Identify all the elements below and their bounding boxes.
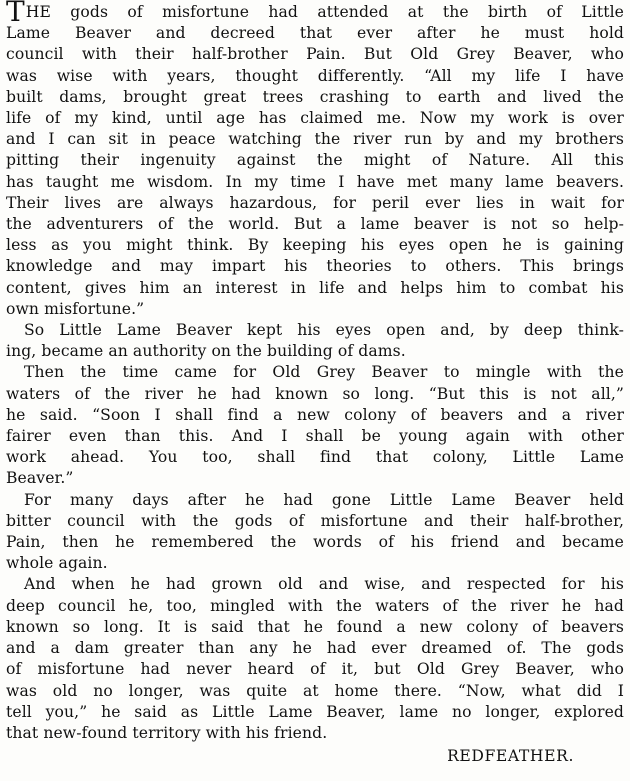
text-line: tell you,” he said as Little Lame Beaver, lame no longer, explored — [6, 702, 624, 721]
text-line: life of my kind, until age has claimed me. Now my work is over — [6, 109, 624, 128]
text-line: and a dam greater than any he had ever dreamed of. The gods — [6, 639, 624, 658]
paragraph — [6, 362, 624, 489]
text-line: pitting their ingenuity against the might of Nature. All this — [6, 151, 624, 170]
text-line: less as you might think. By keeping his eyes open he is gaining — [6, 236, 624, 255]
drop-cap: T — [6, 0, 25, 28]
paragraph — [6, 2, 624, 320]
paragraph — [6, 320, 624, 362]
text-line: Their lives are always hazardous, for peril ever lies in wait for — [6, 193, 624, 212]
text-line: content, gives him an interest in life and helps him to combat his — [6, 278, 624, 297]
paragraph — [6, 574, 624, 744]
story-body — [6, 2, 624, 767]
text-line: and I can sit in peace watching the river run by and my brothers — [6, 130, 624, 149]
text-line: own misfortune.” — [6, 299, 145, 318]
text-line: waters of the river he had known so long. “But this is not all,” — [6, 384, 624, 403]
text-line: Then the time came for Old Grey Beaver to mingle with the — [24, 363, 624, 382]
author-signature: REDFEATHER. — [447, 747, 574, 766]
text-line: knowledge and may impart his theories to others. This brings — [6, 257, 624, 276]
text-line: And when he had grown old and wise, and respected for his — [24, 575, 624, 594]
text-line: was old no longer, was quite at home there. “Now, what did I — [6, 681, 624, 700]
text-line: bitter council with the gods of misfortune and their half-brother, — [6, 511, 624, 530]
text-line-rest: HE gods of misfortune had attended at the birth of Little — [25, 3, 624, 21]
text-line: ing, became an authority on the building of dams. — [6, 342, 406, 361]
text-line: of misfortune had never heard of it, but Old Grey Beaver, who — [6, 660, 624, 679]
text-line: Pain, then he remembered the words of his friend and became — [6, 533, 624, 552]
text-line: work ahead. You too, shall find that colony, Little Lame — [6, 448, 624, 467]
text-line: whole again. — [6, 554, 108, 573]
text-line — [6, 0, 624, 28]
text-line: that new-found territory with his friend. — [6, 723, 328, 742]
text-line: the adventurers of the world. But a lame beaver is not so help- — [6, 215, 624, 234]
text-line: built dams, brought great trees crashing to earth and lived the — [6, 87, 624, 106]
text-line: has taught me wisdom. In my time I have met many lame beavers. — [6, 172, 624, 191]
text-line: known so long. It is said that he found a new colony of beavers — [6, 617, 624, 636]
text-line: Lame Beaver and decreed that ever after he must hold — [6, 24, 624, 43]
text-line: For many days after he had gone Little Lame Beaver held — [24, 490, 624, 509]
text-line: Beaver.” — [6, 469, 74, 488]
text-line: So Little Lame Beaver kept his eyes open and, by deep think- — [24, 321, 624, 340]
text-line: was wise with years, thought differently. “All my life I have — [6, 66, 624, 85]
text-line: he said. “Soon I shall find a new colony of beavers and a river — [6, 405, 624, 424]
paragraph — [6, 490, 624, 575]
text-line: council with their half-brother Pain. But Old Grey Beaver, who — [6, 45, 624, 64]
text-line: fairer even than this. And I shall be young again with other — [6, 427, 624, 446]
text-line: deep council he, too, mingled with the waters of the river he had — [6, 596, 624, 615]
